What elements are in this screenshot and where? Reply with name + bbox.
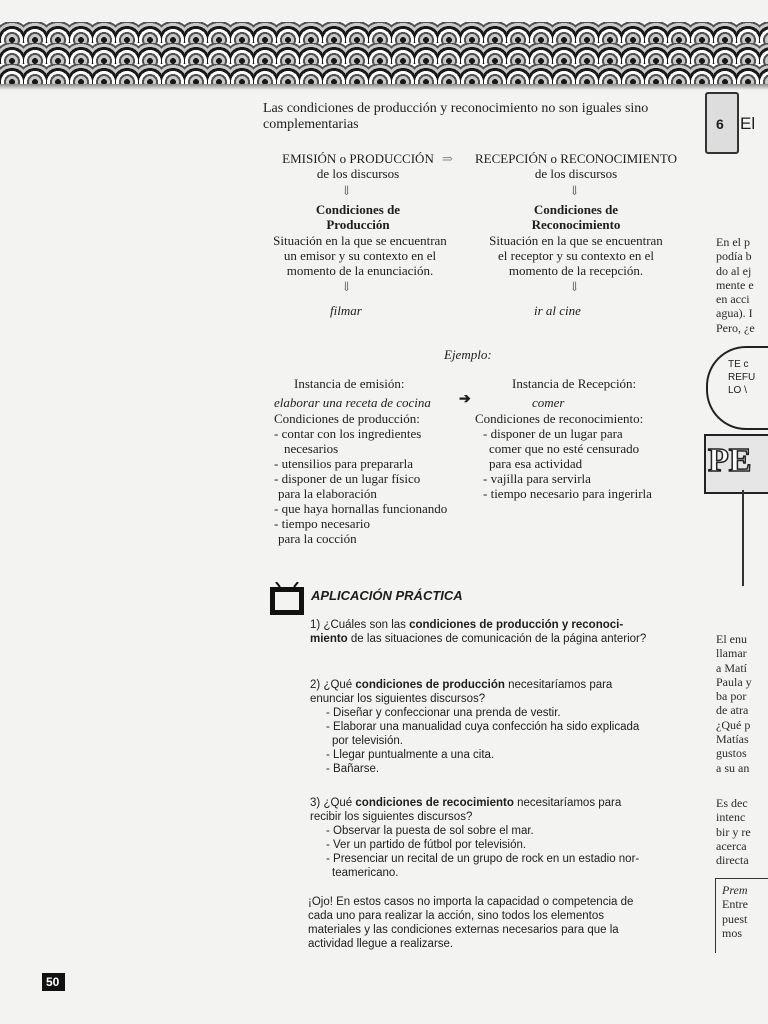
note-paragraph: ¡Ojo! En estos casos no importa la capacidad o competencia de cada uno para realizar la acción, sino todos los elementos materiales y las condiciones externas necesarios para que la actividad llegue a realizarse. — [308, 896, 634, 950]
question-3: 3) ¿Qué condiciones de recocimiento necesitaríamos para recibir los siguientes discursos? - Observar la puesta de sol sobre el mar. - Ver un partido de fútbol por televisión. - Presenciar un recital de un grupo de rock en un estadio nor-teamericano. — [310, 796, 650, 880]
reception-header: RECEPCIÓN o RECONOCIMIENTO de los discursos — [475, 151, 677, 181]
list-item: - Bañarse. — [326, 763, 380, 775]
comic-bubble-text: TE c REFU LO \ — [728, 359, 756, 396]
right-column-box: Prem Entre puest mos — [715, 878, 768, 953]
right-column-paragraph-2: El enu llamar a Matí Paula y ba por de atra ¿Qué p Matías gustos a su an — [716, 632, 752, 775]
reception-conditions-title: Condiciones de Reconocimiento — [531, 202, 621, 232]
production-conditions-list: Condiciones de producción: - contar con los ingredientes necesarios - utensilios para prepararla - disponer de un lugar físico para la elaboración - que haya hornallas funcionando - tiempo necesario para la cocción — [274, 411, 448, 546]
right-column-paragraph-3: Es dec intenc bir y re acerca directa — [716, 796, 751, 868]
list-item: - Observar la puesta de sol sobre el mar. — [326, 825, 534, 837]
reception-example: comer — [532, 395, 565, 410]
right-arrow-icon: ➔ — [459, 392, 471, 407]
right-heading-number: 6 — [716, 116, 724, 132]
example-label: Ejemplo: — [444, 347, 492, 362]
question-2: 2) ¿Qué condiciones de producción necesitaríamos para enunciar los siguientes discursos? - Diseñar y confeccionar una prenda de vestir. - Elaborar una manualidad cuya confección ha sido explicada por televisión. - Llegar puntualmente a una cita. - Bañarse. — [310, 678, 650, 776]
reception-description: Situación en la que se encuentran el receptor y su contexto en el momento de la recepción. — [489, 233, 663, 278]
emission-instance-label: Instancia de emisión: — [294, 376, 405, 391]
list-item: - Presenciar un recital de un grupo de rock en un estadio nor-teamericano. — [326, 853, 640, 879]
page-number: 50 — [42, 973, 65, 991]
right-column-paragraph-1: En el p podía b do al ej mente e en acci agua). I Pero, ¿e — [716, 235, 755, 335]
list-item: - Llegar puntualmente a una cita. — [326, 749, 495, 761]
question-2-items — [310, 706, 650, 776]
tv-icon — [268, 582, 306, 618]
list-item: - Elaborar una manualidad cuya confección ha sido explicada por televisión. — [326, 721, 640, 747]
emission-header: EMISIÓN o PRODUCCIÓN de los discursos — [282, 151, 434, 181]
question-1: 1) ¿Cuáles son las condiciones de producción y reconoci-miento de las situaciones de comunicación de la página anterior? — [310, 619, 647, 645]
reception-conditions-list: Condiciones de reconocimiento: - disponer de un lugar para comer que no esté censurado para esa actividad - vajilla para servirla - tiempo necesario para ingerirla — [475, 411, 652, 501]
intro-text: Las condiciones de producción y reconocimiento no son iguales sino complementarias — [263, 101, 649, 132]
reception-verb: ir al cine — [534, 303, 581, 318]
banner-shadow — [0, 84, 768, 90]
right-arrow-icon: ⇒ — [442, 151, 453, 166]
down-arrow-icon: ⇓ — [569, 279, 580, 294]
down-arrow-icon: ⇓ — [341, 279, 352, 294]
comic-sign-text: PE — [708, 442, 752, 479]
reception-instance-label: Instancia de Recepción: — [512, 376, 637, 391]
section-title: APLICACIÓN PRÁCTICA — [311, 588, 463, 603]
crowd-banner-image — [0, 22, 768, 84]
production-conditions-title: Condiciones de Producción — [315, 202, 401, 232]
down-arrow-icon: ⇓ — [569, 183, 580, 198]
list-item: - Ver un partido de fútbol por televisión. — [326, 839, 527, 851]
comic-sign-pole — [742, 490, 744, 586]
production-verb: filmar — [330, 303, 362, 318]
down-arrow-icon: ⇓ — [341, 183, 352, 198]
production-description: Situación en la que se encuentran un emisor y su contexto en el momento de la enunciación. — [273, 233, 447, 278]
right-heading-text: El — [740, 114, 756, 133]
list-item: - Diseñar y confeccionar una prenda de vestir. — [326, 707, 561, 719]
question-3-items — [310, 824, 650, 880]
emission-example: elaborar una receta de cocina — [274, 395, 431, 410]
